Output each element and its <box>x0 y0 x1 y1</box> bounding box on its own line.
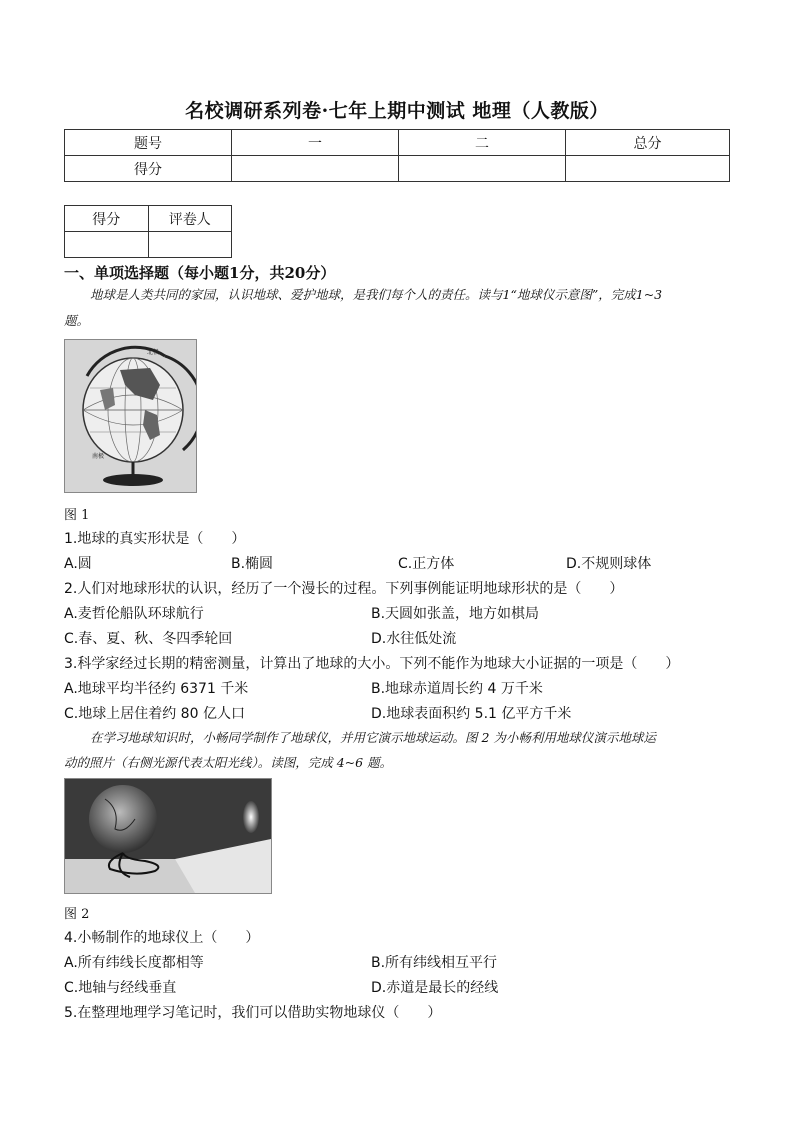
question-5: 5.在整理地理学习笔记时，我们可以借助实物地球仪（ ） <box>64 1005 442 1021</box>
q3-option-c[interactable]: C.地球上居住着约 80 亿人口 <box>64 706 245 722</box>
q3-option-b[interactable]: B.地球赤道周长约 4 万千米 <box>371 681 543 697</box>
score-header-cell: 一 <box>232 130 399 156</box>
q2-option-a[interactable]: A.麦哲伦船队环球航行 <box>64 606 204 622</box>
score-row-label: 得分 <box>65 156 232 182</box>
q1-option-c[interactable]: C.正方体 <box>398 556 455 572</box>
section-heading: 一、单项选择题（每小题1分，共20分） <box>64 264 336 282</box>
question-1: 1.地球的真实形状是（ ） <box>64 531 246 547</box>
q4-option-b[interactable]: B.所有纬线相互平行 <box>371 955 498 971</box>
score-header-cell: 二 <box>399 130 566 156</box>
q2-option-c[interactable]: C.春、夏、秋、冬四季轮回 <box>64 631 233 647</box>
q4-option-c[interactable]: C.地轴与经线垂直 <box>64 980 177 996</box>
intro-line: 地球是人类共同的家园，认识地球、爱护地球，是我们每个人的责任。读与1“地球仪示意图”，完成1~3 <box>90 287 663 302</box>
grader-cell[interactable] <box>148 232 232 258</box>
q4-option-a[interactable]: A.所有纬线长度都相等 <box>64 955 204 971</box>
q2-option-b[interactable]: B.天圆如张盖，地方如棋局 <box>371 606 540 622</box>
figure-1-globe-image <box>64 339 197 493</box>
intro-line: 在学习地球知识时，小畅同学制作了地球仪，并用它演示地球运动。图 2 为小畅利用地球仪演示地球运 <box>90 730 656 745</box>
grader-header-cell: 评卷人 <box>148 206 232 232</box>
grader-header-cell: 得分 <box>65 206 149 232</box>
question-2: 2.人们对地球形状的认识，经历了一个漫长的过程。下列事例能证明地球形状的是（ ） <box>64 581 624 597</box>
q2-option-d[interactable]: D.水往低处流 <box>371 631 457 647</box>
score-table <box>64 129 730 182</box>
score-cell[interactable] <box>399 156 566 182</box>
figure-2-caption: 图 2 <box>64 907 90 922</box>
figure-2-photo <box>64 778 272 894</box>
north-pole-label: 北极 <box>147 349 160 356</box>
q3-option-a[interactable]: A.地球平均半径约 6371 千米 <box>64 681 249 697</box>
figure-1-caption: 图 1 <box>64 508 90 523</box>
q3-option-d[interactable]: D.地球表面积约 5.1 亿平方千米 <box>371 706 572 722</box>
intro-line: 动的照片（右侧光源代表太阳光线）。读图，完成 4~6 题。 <box>64 755 393 770</box>
grader-table <box>64 205 232 258</box>
score-header-cell: 题号 <box>65 130 232 156</box>
q1-option-a[interactable]: A.圆 <box>64 556 92 572</box>
score-cell[interactable] <box>566 156 730 182</box>
south-pole-label: 南极 <box>92 453 105 460</box>
q1-option-b[interactable]: B.椭圆 <box>231 556 274 572</box>
score-header-cell: 总分 <box>566 130 730 156</box>
question-3: 3.科学家经过长期的精密测量，计算出了地球的大小。下列不能作为地球大小证据的一项是（ ） <box>64 656 680 672</box>
score-cell[interactable] <box>232 156 399 182</box>
intro-line: 题。 <box>64 313 90 328</box>
grader-cell[interactable] <box>65 232 149 258</box>
question-4: 4.小畅制作的地球仪上（ ） <box>64 930 260 946</box>
q4-option-d[interactable]: D.赤道是最长的经线 <box>371 980 499 996</box>
page-title: 名校调研系列卷·七年上期中测试 地理（人教版） <box>185 100 609 122</box>
q1-option-d[interactable]: D.不规则球体 <box>566 556 652 572</box>
